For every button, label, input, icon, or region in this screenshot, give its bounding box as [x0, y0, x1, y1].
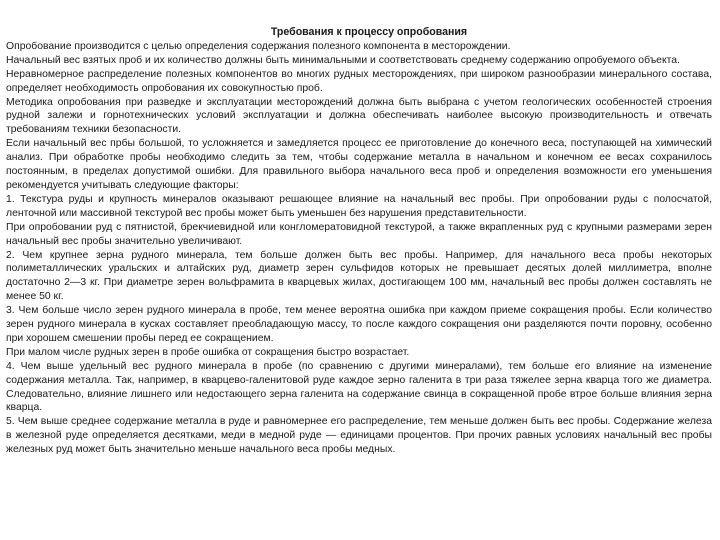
paragraph-large-weight: Если начальный вес прбы большой, то усложняется и замедляется процесс ее приготовление до конечного веса, поступающей на химический анализ. При обработке пробы необходимо следить за тем, чтобы содержание металла в начальном и конечном ее весах сохранилось постоянным, в пределах допустимой ошибки. Для правильного выбора начального веса проб и определения возможности его уменьшения рекомендуется учитывать следующие факторы: [6, 138, 712, 191]
paragraph-factor-3: 3. Чем больше число зерен рудного минерала в пробе, тем менее вероятна ошибка при каждом приеме сокращения пробы. Если количество зерен рудного минерала в кусках составляет преобладающую массу, то после каждого сокращения они разделяются почти поровну, особенно при хорошем смешении пробы перед ее сокращением. [6, 305, 712, 344]
paragraph-factor-4: 4. Чем выше удельный вес рудного минерала в пробе (по сравнению с другими минералами), тем больше его влияние на изменение содержания металла. Так, например, в кварцево-галенитовой руде каждое зерно галенита в три раза тяжелее зерна кварца того же диаметра. Следовательно, влияние лишнего или недостающего зерна галенита на содержание свинца в сокращенной пробе втрое больше влияния зерна кварца. [6, 360, 712, 414]
paragraph-factor-5: 5. Чем выше среднее содержание металла в руде и равномернее его распределение, тем меньше должен быть вес пробы. Содержание железа в железной руде определяется десятками, меди в медной руде — единицами процентов. При прочих равных условиях начальный вес пробы железных руд может быть значительно меньше начального веса пробы медных. [6, 416, 712, 456]
paragraph-purpose: Опробование производится с целью определения содержания полезного компонента в месторождении. [6, 40, 511, 52]
document-title: Требования к процессу опробования [270, 26, 468, 38]
paragraph-factor-2: 2. Чем крупнее зерна рудного минерала, тем больше должен быть вес пробы. Например, для начального веса пробы некоторых полиметаллических уральских и алтайских руд, диаметр зерен сульфидов которых не превышает десятых долей миллиметра, вполне достаточно 2—3 кг. При диаметре зерен вольфрамита в кварцевых жилах, достигающем 100 мм, начальный вес пробы должен составлять не менее 50 кг. [6, 249, 712, 303]
paragraph-factor-3-continued: При малом числе рудных зерен в пробе ошибка от сокращения быстро возрастает. [6, 346, 410, 358]
document-page [6, 26, 712, 457]
paragraph-methodology: Методика опробования при разведке и эксплуатации месторождений должна быть выбрана с учетом геологических особенностей строения рудной залежи и горнотехнических условий эксплуатации и должна обеспечивать наиболее высокую производительность и отвечать требованиям техники безопасности. [6, 96, 712, 136]
paragraph-uneven-distribution: Неравномерное распределение полезных компонентов во многих рудных месторождениях, при широком разнообразии минерального состава, определяет необходимость опробования их совокупностью проб. [6, 68, 712, 94]
paragraph-initial-weight: Начальный вес взятых проб и их количество должны быть минимальными и соответствовать среднему содержанию опробуемого объекта. [6, 54, 680, 66]
paragraph-factor-1: 1. Текстура руды и крупность минералов оказывают решающее влияние на начальный вес пробы. При опробовании руды с полосчатой, ленточной или массивной текстурой вес пробы может быть уменьшен без нарушения представительности. [6, 193, 712, 219]
paragraph-factor-1-continued: При опробовании руд с пятнистой, брекчиевидной или конгломератовидной текстурой, а также вкрапленных руд с крупными размерами зерен начальный вес пробы значительно увеличивают. [6, 221, 712, 247]
